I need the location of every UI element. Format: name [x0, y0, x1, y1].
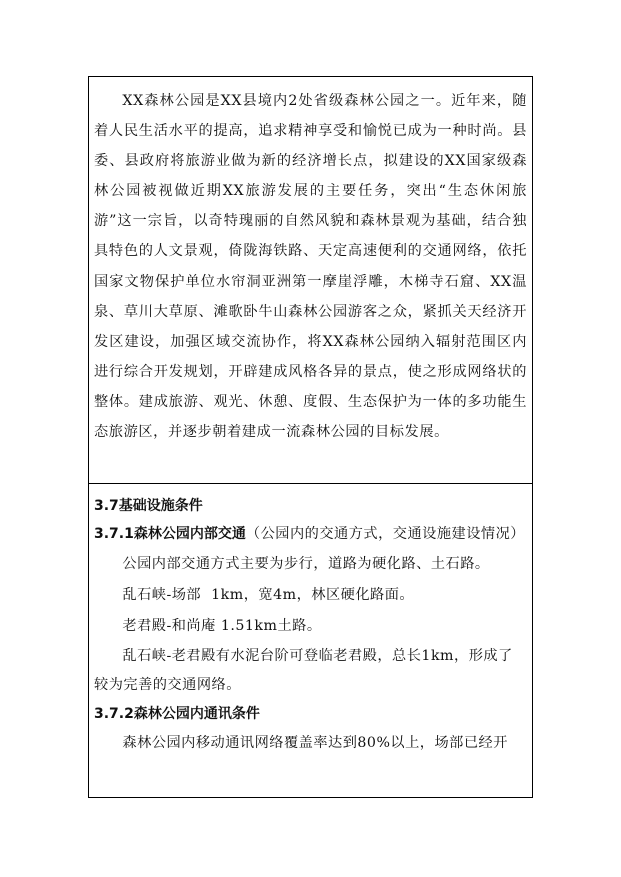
transport-paragraph-4: 乱石峡-老君殿有水泥台阶可登临老君殿，总长1km，形成了较为完善的交通网络。 [94, 648, 513, 693]
communication-paragraph: 森林公园内移动通讯网络覆盖率达到80%以上，场部已经开 [122, 735, 508, 751]
transport-paragraph-1: 公园内部交通方式主要为步行，道路为硬化路、土石路。 [122, 556, 490, 572]
section-3-7-1-title [94, 520, 527, 549]
infrastructure-cell [89, 484, 532, 797]
section-3-7-1-heading: 3.7.1森林公园内部交通 [94, 526, 246, 542]
content-table [88, 76, 533, 798]
section-3-7-2-heading: 3.7.2森林公园内通讯条件 [94, 706, 260, 722]
transport-paragraph-3: 老君殿-和尚庵 1.51km土路。 [122, 618, 322, 634]
section-3-7-heading: 3.7基础设施条件 [94, 498, 203, 514]
intro-paragraph: XX森林公园是XX县境内2处省级森林公园之一。近年来，随着人民生活水平的提高，追求精神享受和愉悦已成为一种时尚。县委、县政府将旅游业做为新的经济增长点，拟建设的XX国家级森林公园被视做近期XX旅游发展的主要任务，突出“生态休闲旅游”这一宗旨，以奇特瑰丽的自然风貌和森林景观为基础，结合独具特色的人文景观，倚陇海铁路、天定高速便利的交通网络，依托国家文物保护单位水帘洞亚洲第一摩崖浮雕，木梯寺石窟、XX温泉、草川大草原、滩歌卧牛山森林公园游客之众，紧抓关天经济开发区建设，加强区域交流协作，将XX森林公园纳入辐射范围区内进行综合开发规划，开辟建成风格各异的景点，使之形成网络状的整体。建成旅游、观光、休憩、度假、生态保护为一体的多功能生态旅游区，并逐步朝着建成一流森林公园的目标发展。 [94, 93, 527, 441]
section-3-7-1-note: （公园内的交通方式，交通设施建设情况） [245, 526, 525, 542]
intro-cell [89, 77, 532, 484]
transport-paragraph-2: 乱石峡-场部 1km，宽4m，林区硬化路面。 [122, 587, 415, 603]
